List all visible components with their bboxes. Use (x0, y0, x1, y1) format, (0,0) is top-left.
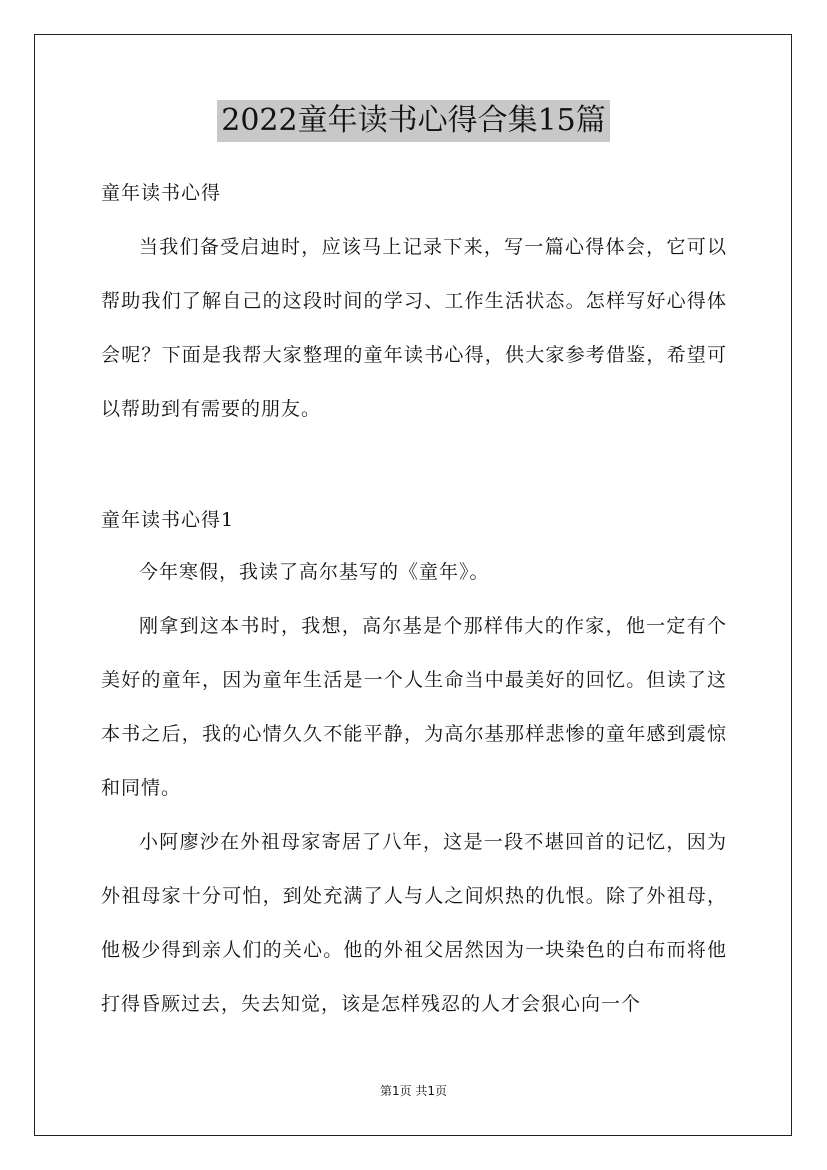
essay1-paragraph: 小阿廖沙在外祖母家寄居了八年，这是一段不堪回首的记忆，因为外祖母家十分可怕，到处充满了人与人之间炽热的仇恨。除了外祖母，他极少得到亲人们的关心。他的外祖父居然因为一块染色的白布而将他打得昏厥过去，失去知觉，该是怎样残忍的人才会狠心向一个 (101, 831, 727, 1015)
essay1-paragraph: 刚拿到这本书时，我想，高尔基是个那样伟大的作家，他一定有个美好的童年，因为童年生活是一个人生命当中最美好的回忆。但读了这本书之后，我的心情久久不能平静，为高尔基那样悲惨的童年感到震惊和同情。 (101, 615, 727, 799)
essay1-heading: 童年读书心得1 (101, 509, 235, 531)
page-footer: 第1页 共1页 (379, 1084, 448, 1098)
section-heading: 童年读书心得 (101, 182, 222, 204)
intro-block (101, 220, 727, 436)
document-title: 2022童年读书心得合集15篇 (217, 100, 610, 142)
intro-paragraph: 当我们备受启迪时，应该马上记录下来，写一篇心得体会，它可以帮助我们了解自己的这段时间的学习、工作生活状态。怎样写好心得体会呢？下面是我帮大家整理的童年读书心得，供大家参考借鉴，希望可以帮助到有需要的朋友。 (101, 236, 727, 420)
title-container (0, 100, 827, 142)
essay1-body (101, 545, 727, 1031)
essay1-paragraph: 今年寒假，我读了高尔基写的《童年》。 (139, 561, 490, 583)
